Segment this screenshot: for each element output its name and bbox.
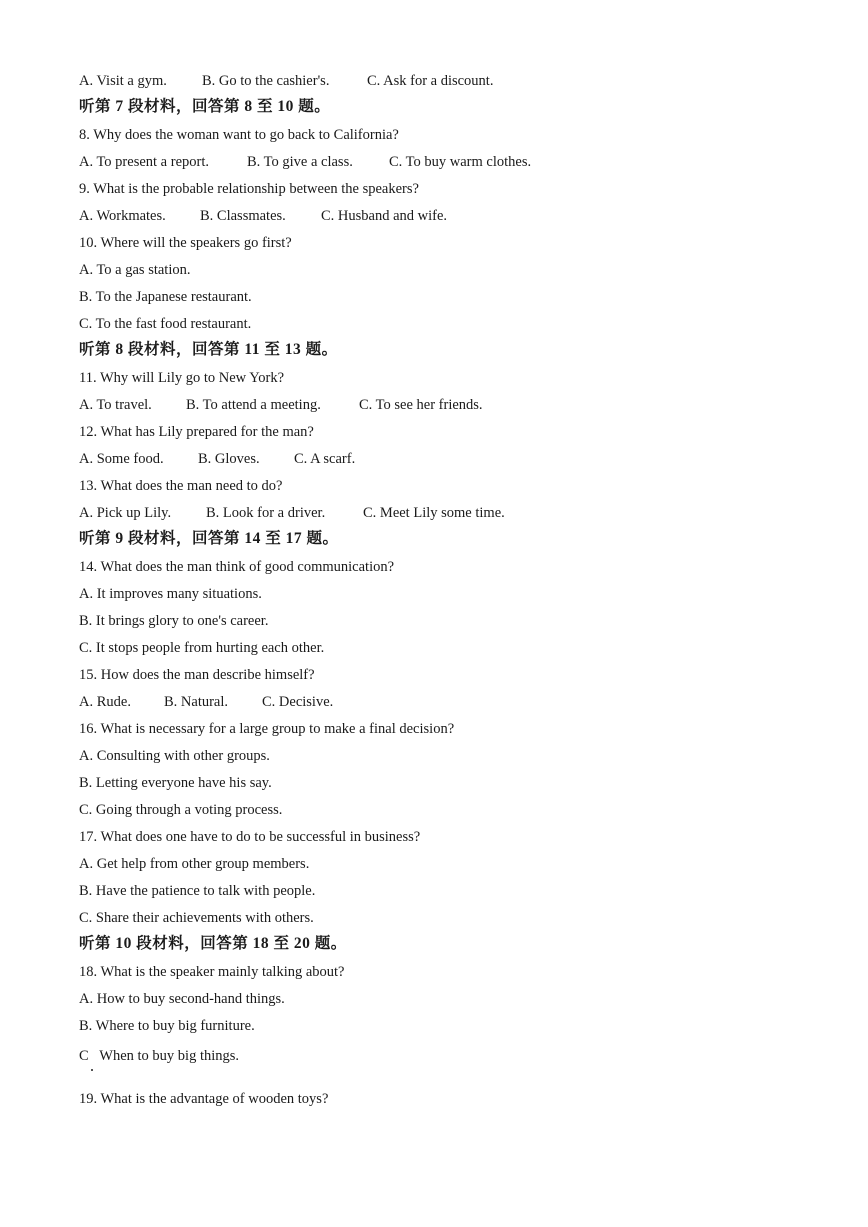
option-c: C. A scarf.: [294, 451, 356, 467]
option: C. Going through a voting process.: [79, 802, 283, 818]
option-a: A. Pick up Lily.: [79, 505, 172, 521]
option: C When to buy big things.: [79, 1048, 240, 1064]
scan-speck: [91, 1069, 93, 1071]
options-row: [79, 504, 505, 522]
option: B. Letting everyone have his say.: [79, 775, 272, 791]
option: B. Where to buy big furniture.: [79, 1018, 255, 1034]
option-c: C. Husband and wife.: [321, 208, 448, 224]
question: 17. What does one have to do to be successful in business?: [79, 829, 421, 845]
option-a: A. To travel.: [79, 397, 152, 413]
option: C. To the fast food restaurant.: [79, 316, 252, 332]
option: A. How to buy second-hand things.: [79, 991, 285, 1007]
option-c: C. Meet Lily some time.: [363, 505, 505, 521]
options-row: [79, 693, 333, 711]
option-b: B. To give a class.: [247, 154, 353, 170]
question: 11. Why will Lily go to New York?: [79, 370, 285, 386]
options-row: [79, 396, 483, 414]
question: 15. How does the man describe himself?: [79, 667, 315, 683]
option-b: B. Classmates.: [200, 208, 286, 224]
section-heading: 听第 8 段材料，回答第 11 至 13 题。: [79, 341, 338, 358]
option: C. It stops people from hurting each other.: [79, 640, 325, 656]
option: A. Consulting with other groups.: [79, 748, 270, 764]
option-a: A. Some food.: [79, 451, 164, 467]
question: 14. What does the man think of good communication?: [79, 559, 395, 575]
options-row: [79, 450, 355, 468]
options-row: [79, 72, 493, 90]
option: B. It brings glory to one's career.: [79, 613, 269, 629]
question: 13. What does the man need to do?: [79, 478, 283, 494]
option: A. To a gas station.: [79, 262, 191, 278]
question: 10. Where will the speakers go first?: [79, 235, 292, 251]
options-row: [79, 153, 531, 171]
option-b: B. Go to the cashier's.: [202, 73, 330, 89]
option: A. It improves many situations.: [79, 586, 262, 602]
option-a: A. Visit a gym.: [79, 73, 167, 89]
question: 8. Why does the woman want to go back to California?: [79, 127, 399, 143]
option-b: B. Gloves.: [198, 451, 260, 467]
option-c: C. Decisive.: [262, 694, 334, 710]
question: 18. What is the speaker mainly talking about?: [79, 964, 345, 980]
question: 19. What is the advantage of wooden toys?: [79, 1091, 329, 1107]
option: A. Get help from other group members.: [79, 856, 310, 872]
question: 16. What is necessary for a large group to make a final decision?: [79, 721, 455, 737]
section-heading: 听第 7 段材料，回答第 8 至 10 题。: [79, 98, 331, 115]
option-c: C. Ask for a discount.: [367, 73, 494, 89]
option-b: B. To attend a meeting.: [186, 397, 321, 413]
option-c: C. To see her friends.: [359, 397, 483, 413]
option-b: B. Look for a driver.: [206, 505, 326, 521]
option-a: A. Workmates.: [79, 208, 166, 224]
option-a: A. To present a report.: [79, 154, 209, 170]
section-heading: 听第 9 段材料，回答第 14 至 17 题。: [79, 530, 339, 547]
option-a: A. Rude.: [79, 694, 131, 710]
option: B. Have the patience to talk with people.: [79, 883, 316, 899]
option: C. Share their achievements with others.: [79, 910, 314, 926]
option: B. To the Japanese restaurant.: [79, 289, 252, 305]
options-row: [79, 207, 447, 225]
option-c: C. To buy warm clothes.: [389, 154, 532, 170]
option-b: B. Natural.: [164, 694, 229, 710]
section-heading: 听第 10 段材料，回答第 18 至 20 题。: [79, 935, 347, 952]
question: 9. What is the probable relationship between the speakers?: [79, 181, 419, 197]
question: 12. What has Lily prepared for the man?: [79, 424, 314, 440]
